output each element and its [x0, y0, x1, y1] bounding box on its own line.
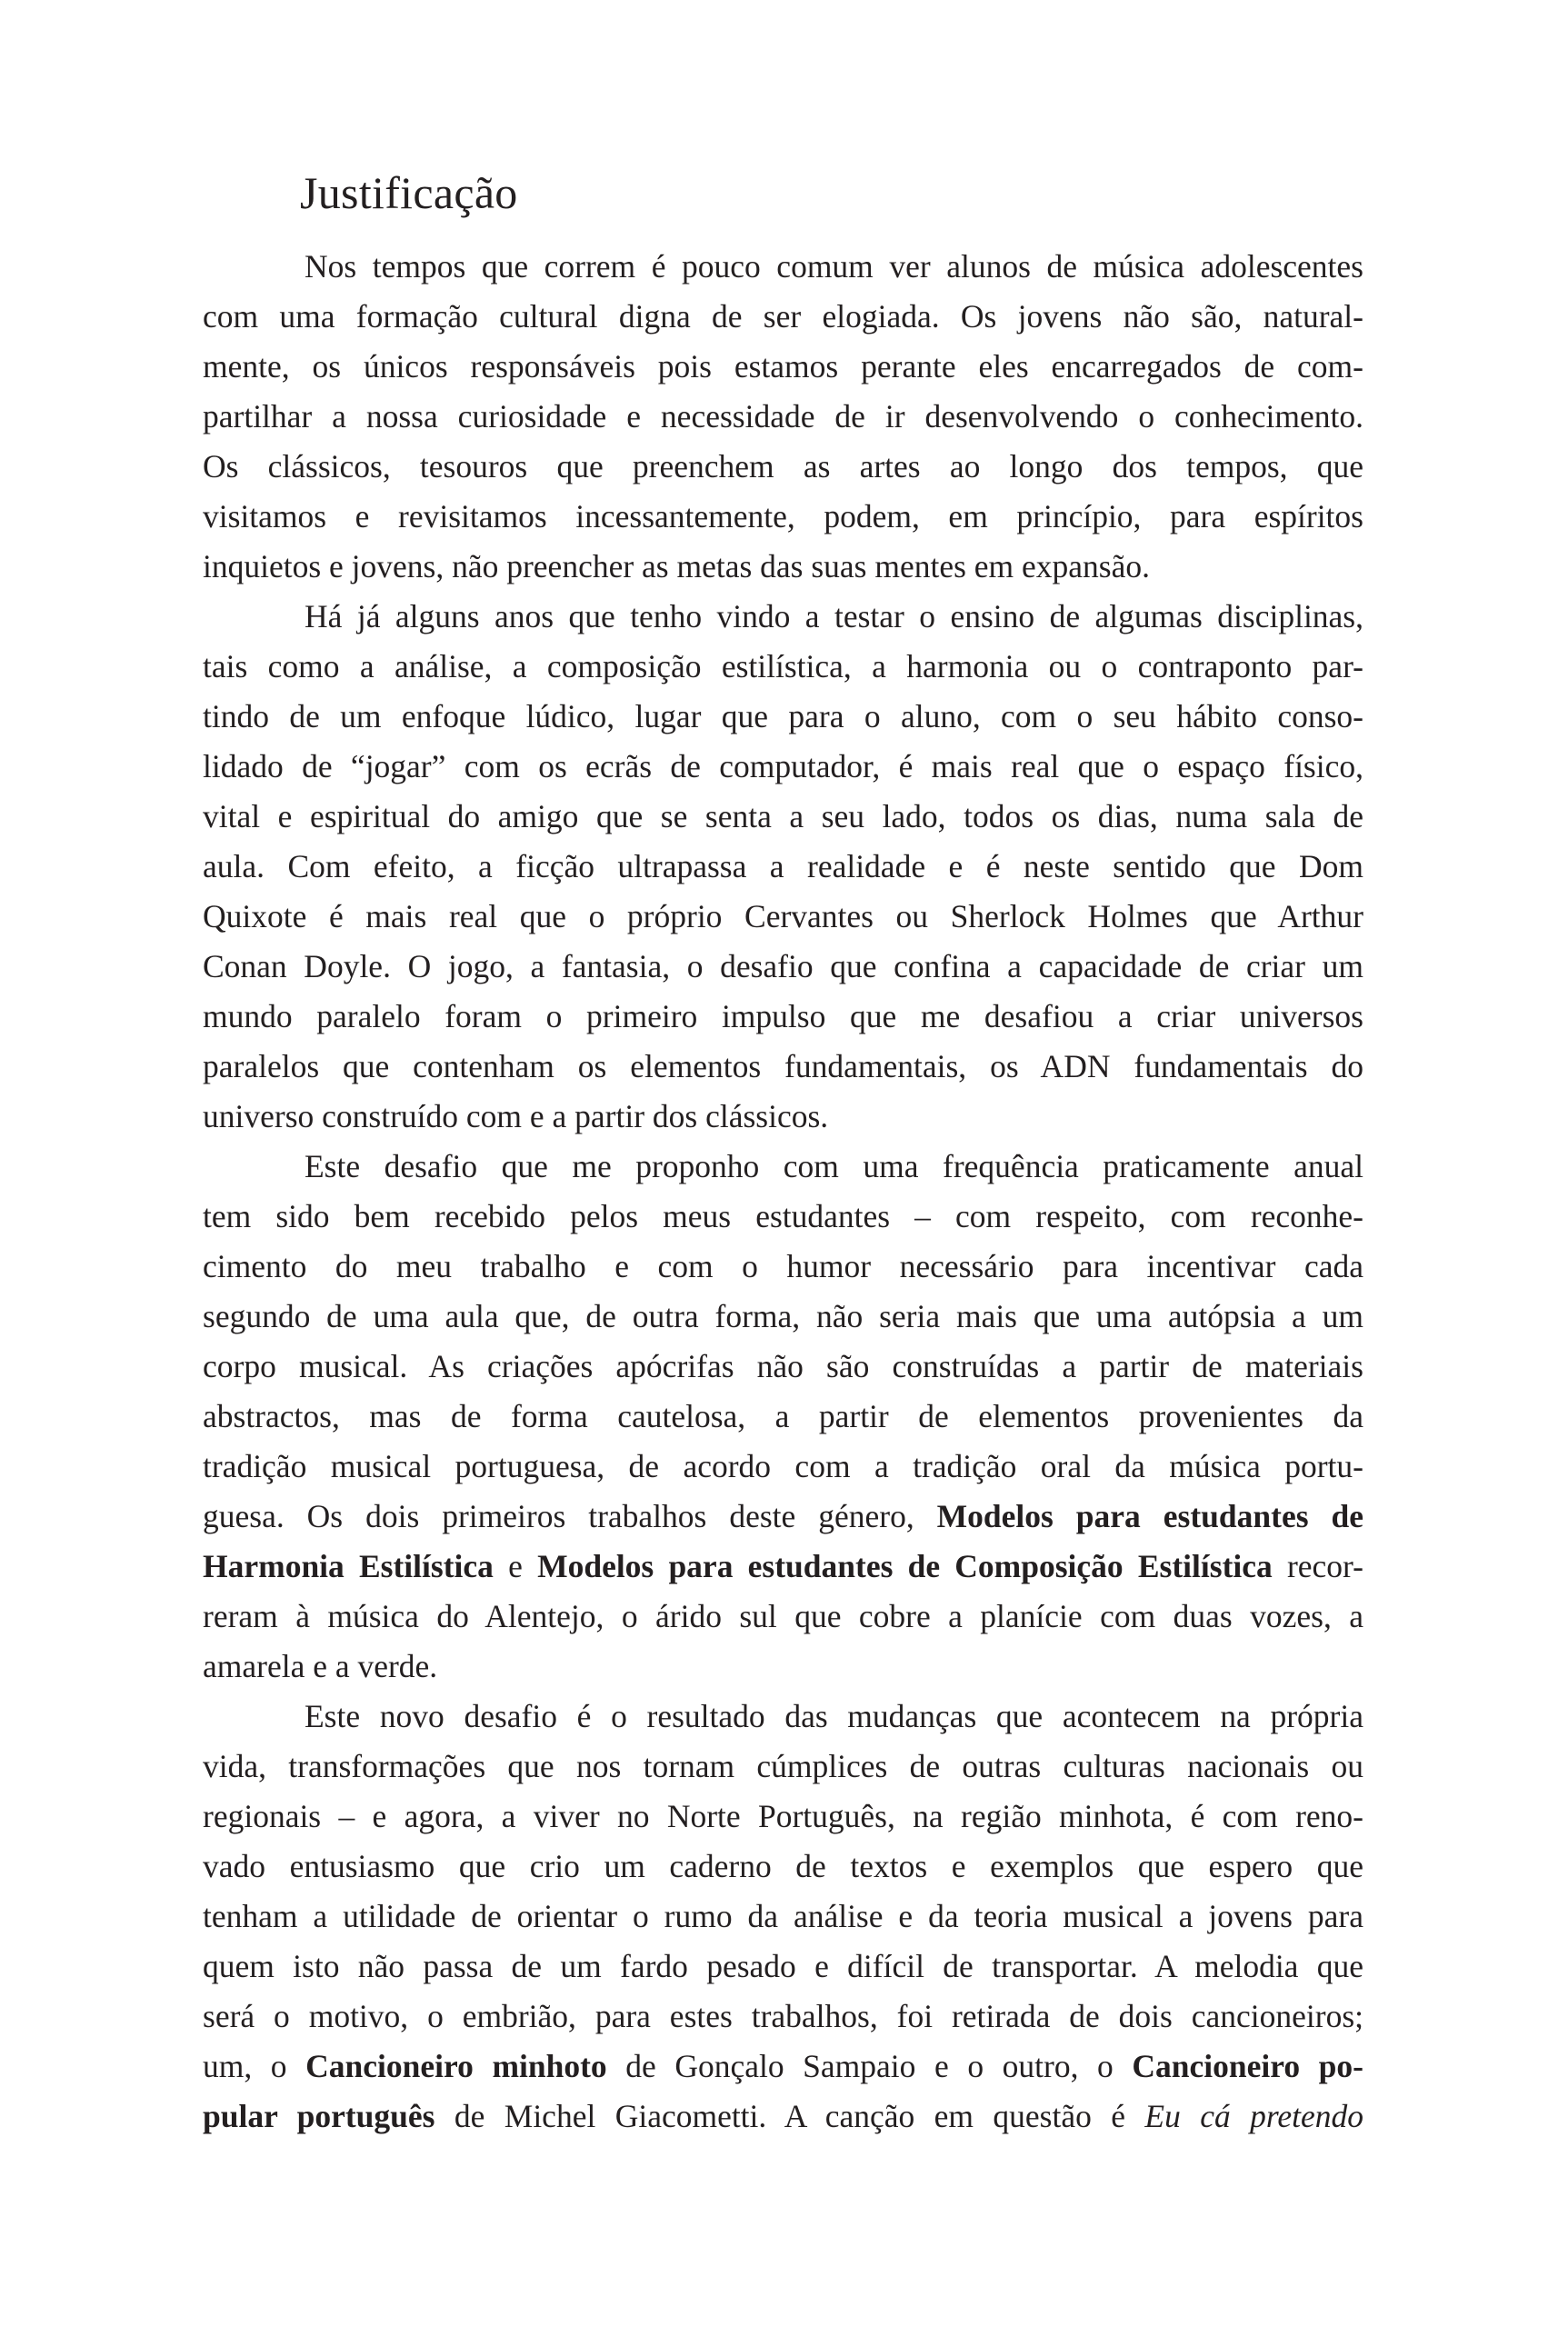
text-line: [203, 442, 1363, 492]
text-run: tais como a análise, a composição estilística, a harmonia ou o contraponto par-: [203, 648, 1363, 684]
text-run: universo construído com e a partir dos clássicos.: [203, 1098, 829, 1134]
text-line: [203, 1992, 1363, 2042]
text-line: [203, 742, 1363, 792]
text-line: [203, 1242, 1363, 1292]
text-line: [203, 1442, 1363, 1492]
text-line: [203, 792, 1363, 842]
text-run: lidado de “jogar” com os ecrãs de computador, é mais real que o espaço físico,: [203, 748, 1363, 784]
text-line: [203, 492, 1363, 542]
text-line: [203, 1042, 1363, 1092]
text-run: paralelos que contenham os elementos fundamentais, os ADN fundamentais do: [203, 1048, 1363, 1084]
text-run: partilhar a nossa curiosidade e necessidade de ir desenvolvendo o conhecimento.: [203, 398, 1363, 434]
text-run: tindo de um enfoque lúdico, lugar que para o aluno, com o seu hábito conso-: [203, 698, 1363, 734]
text-run: segundo de uma aula que, de outra forma, não seria mais que uma autópsia a um: [203, 1298, 1363, 1334]
text-run: Há já alguns anos que tenho vindo a testar o ensino de algumas disciplinas,: [305, 598, 1363, 634]
text-line: [203, 842, 1363, 892]
text-line: [203, 1192, 1363, 1242]
text-line: [203, 1292, 1363, 1342]
text-run: e: [493, 1548, 538, 1584]
text-run: de Gonçalo Sampaio e o outro, o: [606, 2048, 1133, 2084]
paragraph: [203, 1142, 1363, 1692]
text-run: cimento do meu trabalho e com o humor necessário para incentivar cada: [203, 1248, 1363, 1284]
text-run: Este desafio que me proponho com uma frequência praticamente anual: [305, 1148, 1363, 1184]
text-run: com uma formação cultural digna de ser elogiada. Os jovens não são, natural-: [203, 298, 1363, 335]
text-run: inquietos e jovens, não preencher as metas das suas mentes em expansão.: [203, 548, 1150, 584]
text-line: [203, 1142, 1363, 1192]
text-run: guesa. Os dois primeiros trabalhos deste género,: [203, 1498, 937, 1534]
text-line: [203, 1942, 1363, 1992]
paragraph: [203, 592, 1363, 1142]
text-run: um, o: [203, 2048, 306, 2084]
text-run: aula. Com efeito, a ficção ultrapassa a realidade e é neste sentido que Dom: [203, 848, 1363, 884]
paragraph: [203, 1692, 1363, 2142]
text-line: [203, 1542, 1363, 1592]
text-line: [203, 1642, 1363, 1692]
text-run: Conan Doyle. O jogo, a fantasia, o desafio que confina a capacidade de criar um: [203, 948, 1363, 984]
text-run: amarela e a verde.: [203, 1648, 438, 1684]
body-text: [203, 242, 1363, 2142]
text-run: Os clássicos, tesouros que preenchem as artes ao longo dos tempos, que: [203, 448, 1363, 484]
bold-title-ref: Modelos para estudantes de: [936, 1498, 1363, 1534]
text-run: Quixote é mais real que o próprio Cervantes ou Sherlock Holmes que Arthur: [203, 898, 1363, 934]
italic-song-title: Eu cá pretendo: [1144, 2098, 1363, 2134]
text-run: abstractos, mas de forma cautelosa, a partir de elementos provenientes da: [203, 1398, 1363, 1434]
text-line: [203, 542, 1363, 592]
text-line: [203, 692, 1363, 742]
text-line: [203, 1592, 1363, 1642]
text-run: regionais – e agora, a viver no Norte Português, na região minhota, é com reno-: [203, 1798, 1363, 1834]
section-title: Justificação: [300, 167, 518, 218]
text-line: [203, 1792, 1363, 1842]
text-line: [203, 2042, 1363, 2092]
text-run: tenham a utilidade de orientar o rumo da análise e da teoria musical a jovens para: [203, 1898, 1363, 1934]
text-line: [203, 242, 1363, 292]
text-run: tradição musical portuguesa, de acordo com a tradição oral da música portu-: [203, 1448, 1363, 1484]
bold-title-ref: Modelos para estudantes de Composição Estilística: [537, 1548, 1273, 1584]
text-line: [203, 1092, 1363, 1142]
text-line: [203, 1842, 1363, 1892]
text-run: mente, os únicos responsáveis pois estamos perante eles encarregados de com-: [203, 348, 1363, 385]
text-line: [203, 592, 1363, 642]
text-run: corpo musical. As criações apócrifas não são construídas a partir de materiais: [203, 1348, 1363, 1384]
text-run: reram à música do Alentejo, o árido sul que cobre a planície com duas vozes, a: [203, 1598, 1363, 1634]
text-run: mundo paralelo foram o primeiro impulso que me desafiou a criar universos: [203, 998, 1363, 1034]
text-run: Nos tempos que correm é pouco comum ver alunos de música adolescentes: [305, 248, 1363, 285]
text-line: [203, 1492, 1363, 1542]
bold-title-ref: pular português: [203, 2098, 435, 2134]
text-line: [203, 642, 1363, 692]
text-run: vado entusiasmo que crio um caderno de textos e exemplos que espero que: [203, 1848, 1363, 1884]
text-line: [203, 292, 1363, 342]
text-line: [203, 1692, 1363, 1742]
text-run: de Michel Giacometti. A canção em questão é: [434, 2098, 1145, 2134]
text-run: Este novo desafio é o resultado das mudanças que acontecem na própria: [305, 1698, 1363, 1734]
text-run: recor-: [1272, 1548, 1363, 1584]
text-run: vida, transformações que nos tornam cúmplices de outras culturas nacionais ou: [203, 1748, 1363, 1784]
bold-title-ref: Cancioneiro po-: [1132, 2048, 1363, 2084]
text-line: [203, 1342, 1363, 1392]
text-run: vital e espiritual do amigo que se senta a seu lado, todos os dias, numa sala de: [203, 798, 1363, 834]
text-run: será o motivo, o embrião, para estes trabalhos, foi retirada de dois cancioneiros;: [203, 1998, 1363, 2034]
bold-title-ref: Harmonia Estilística: [203, 1548, 494, 1584]
text-run: visitamos e revisitamos incessantemente, podem, em princípio, para espíritos: [203, 498, 1363, 534]
text-line: [203, 342, 1363, 392]
text-line: [203, 942, 1363, 992]
text-run: tem sido bem recebido pelos meus estudantes – com respeito, com reconhe-: [203, 1198, 1363, 1234]
text-run: quem isto não passa de um fardo pesado e difícil de transportar. A melodia que: [203, 1948, 1363, 1984]
text-line: [203, 892, 1363, 942]
text-line: [203, 1392, 1363, 1442]
text-line: [203, 392, 1363, 442]
paragraph: [203, 242, 1363, 592]
bold-title-ref: Cancioneiro minhoto: [305, 2048, 607, 2084]
text-line: [203, 1742, 1363, 1792]
text-line: [203, 992, 1363, 1042]
text-line: [203, 2092, 1363, 2142]
text-line: [203, 1892, 1363, 1942]
